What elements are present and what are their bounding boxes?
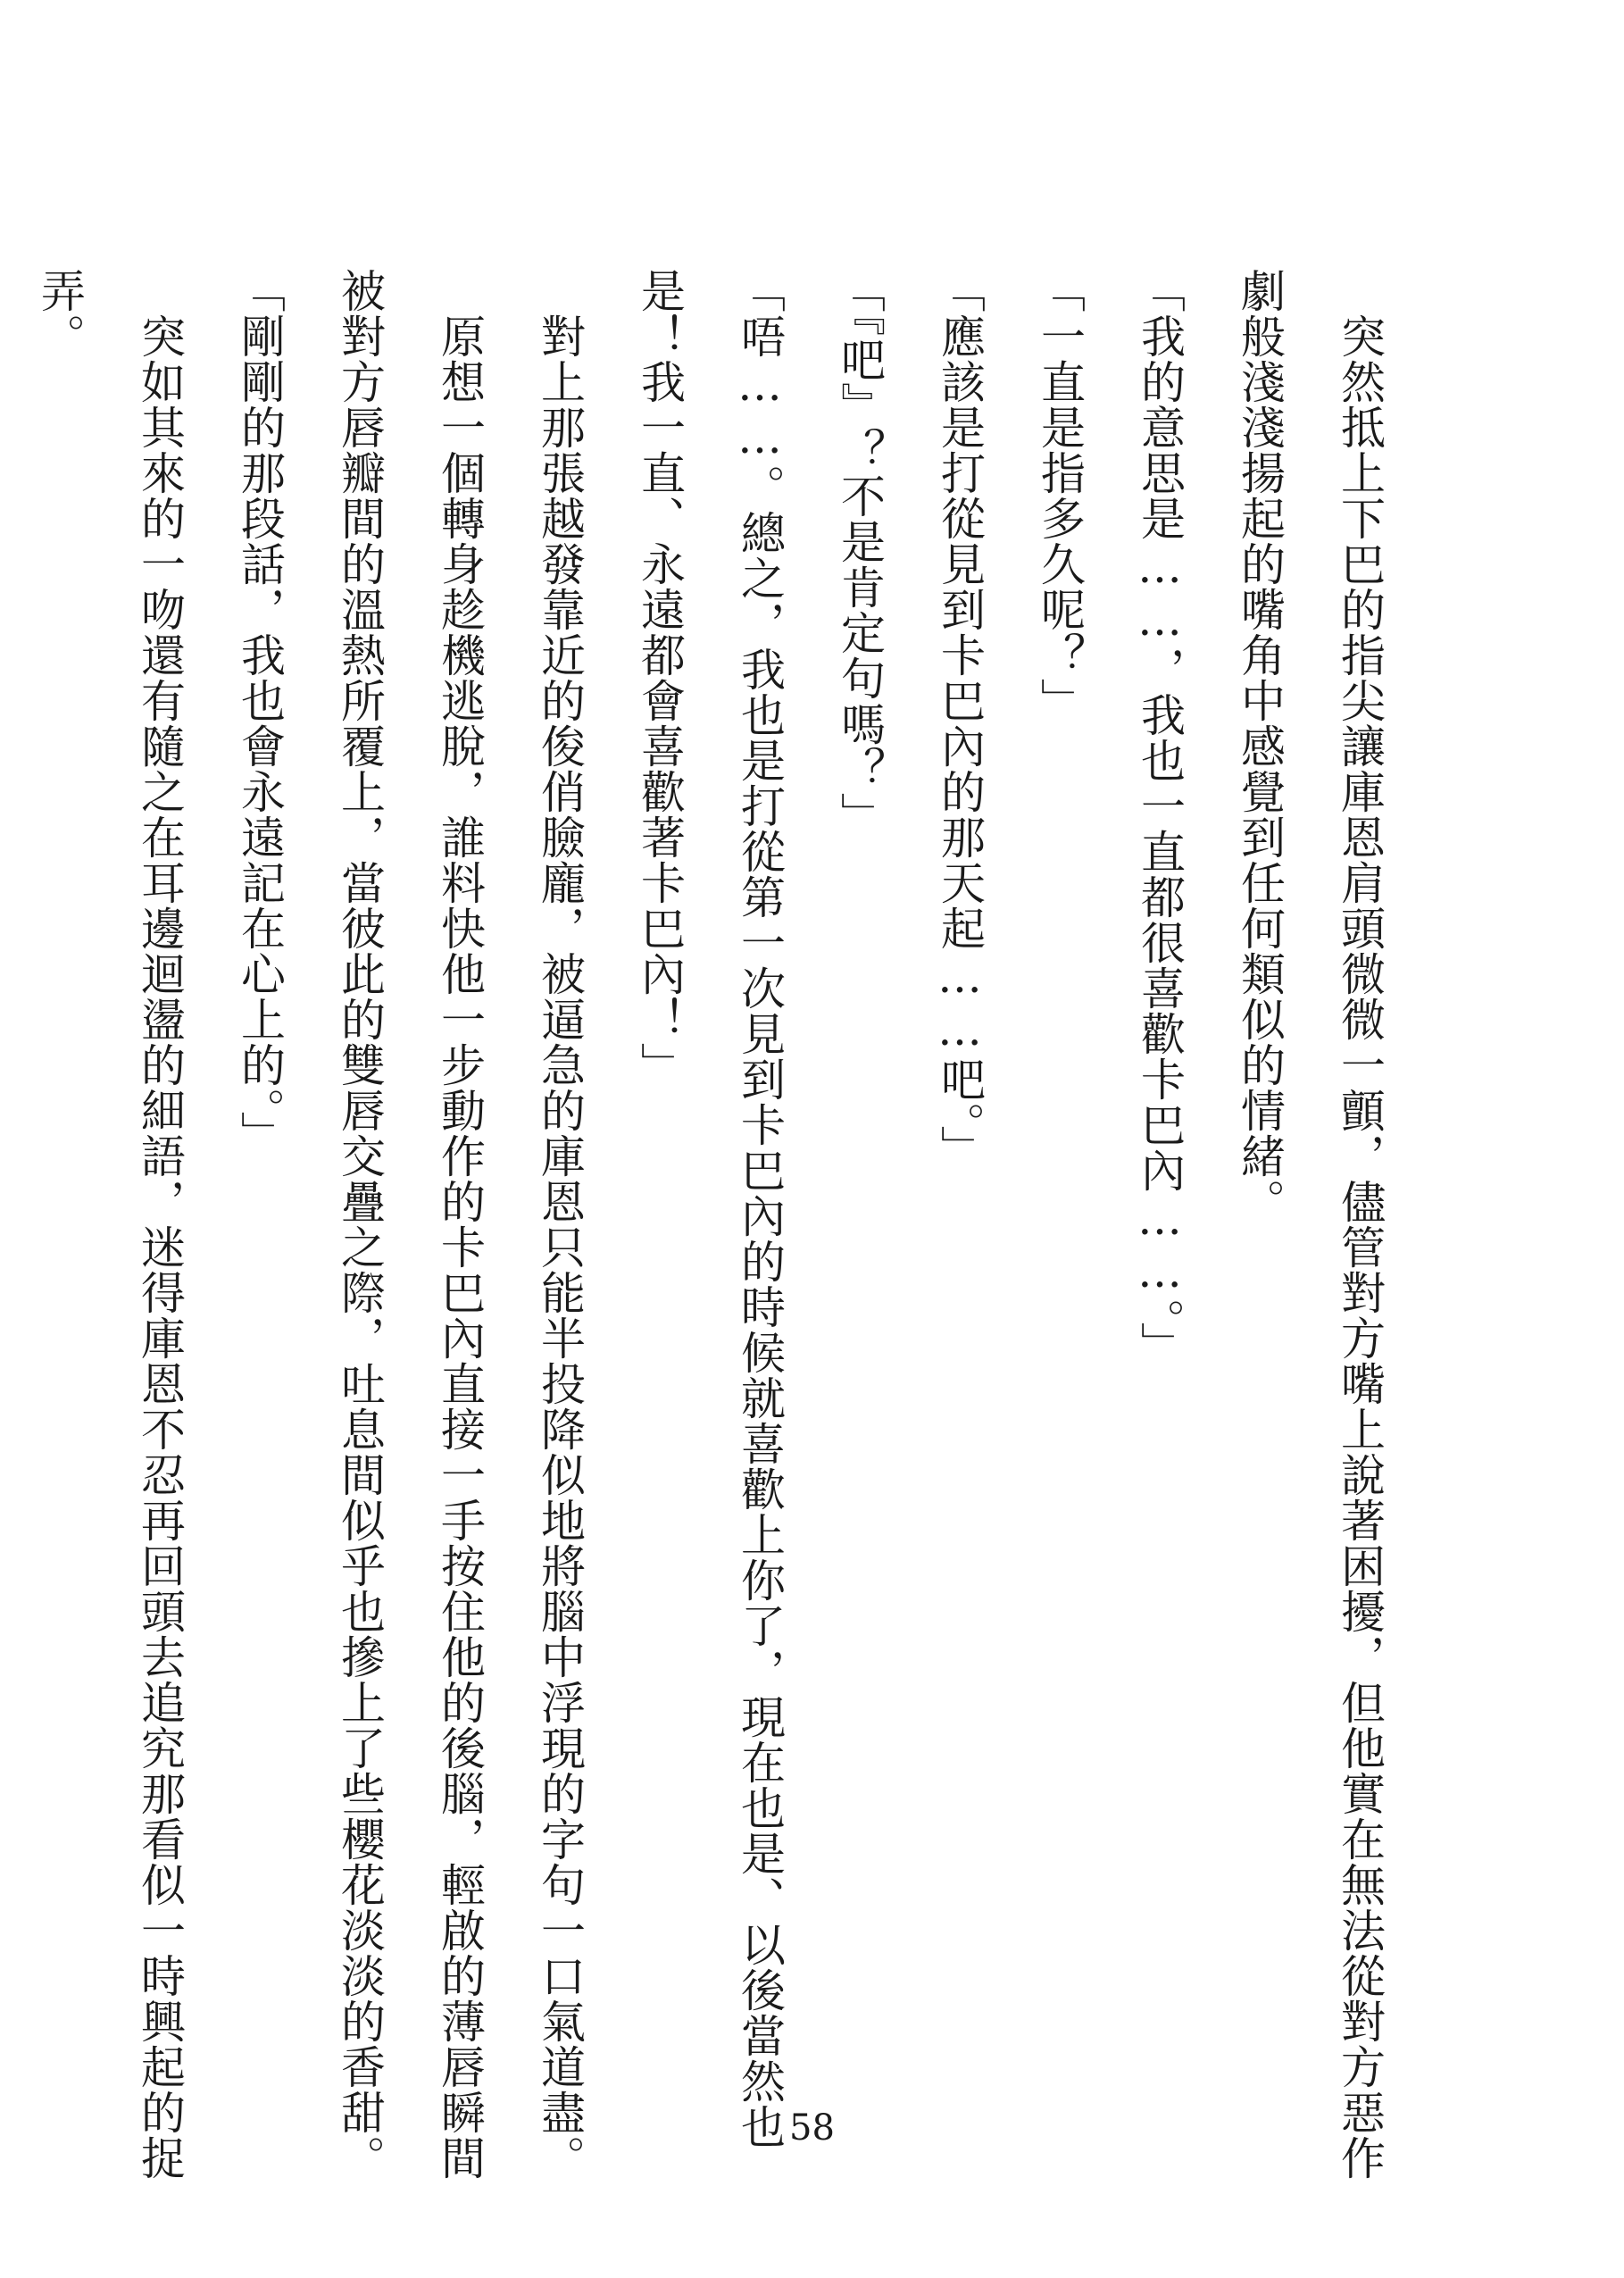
text-line: 「應該是打從見到卡巴內的那天起……吧。」 xyxy=(934,268,986,1171)
text-line: 是！我一直、永遠都會喜歡著卡巴內！」 xyxy=(634,268,686,1088)
text-line: 突然抵上下巴的指尖讓庫恩肩頭微微一顫，儘管對方嘴上說著困擾，但他實在無法從對方惡作 xyxy=(1334,268,1386,2181)
page-number: 58 xyxy=(789,2107,835,2149)
text-line: 弄。 xyxy=(34,268,86,359)
text-line: 對上那張越發靠近的俊俏臉龐，被逼急的庫恩只能半投降似地將腦中浮現的字句一口氣道盡。 xyxy=(534,268,586,2181)
text-line: 「唔……。總之，我也是打從第一次見到卡巴內的時候就喜歡上你了，現在也是、以後當然也 xyxy=(734,268,786,2149)
text-line: 劇般淺淺揚起的嘴角中感覺到任何類似的情緒。 xyxy=(1234,268,1286,1224)
text-line: 「我的意思是……，我也一直都很喜歡卡巴內……。」 xyxy=(1134,268,1186,1367)
text-line: 被對方唇瓣間的溫熱所覆上，當彼此的雙唇交疊之際，吐息間似乎也摻上了些櫻花淡淡的香甜。 xyxy=(334,268,386,2181)
text-line: 「一直是指多久呢？」 xyxy=(1034,268,1086,723)
text-line: 「剛剛的那段話，我也會永遠記在心上的。」 xyxy=(234,268,286,1156)
text-line: 原想一個轉身趁機逃脫，誰料快他一步動作的卡巴內直接一手按住他的後腦，輕啟的薄唇瞬間 xyxy=(434,268,486,2181)
text-line: 突如其來的一吻還有隨之在耳邊迴盪的細語，迷得庫恩不忍再回頭去追究那看似一時興起的捉 xyxy=(134,268,186,2181)
text-line: 「『吧』？不是肯定句嗎？」 xyxy=(834,268,886,838)
